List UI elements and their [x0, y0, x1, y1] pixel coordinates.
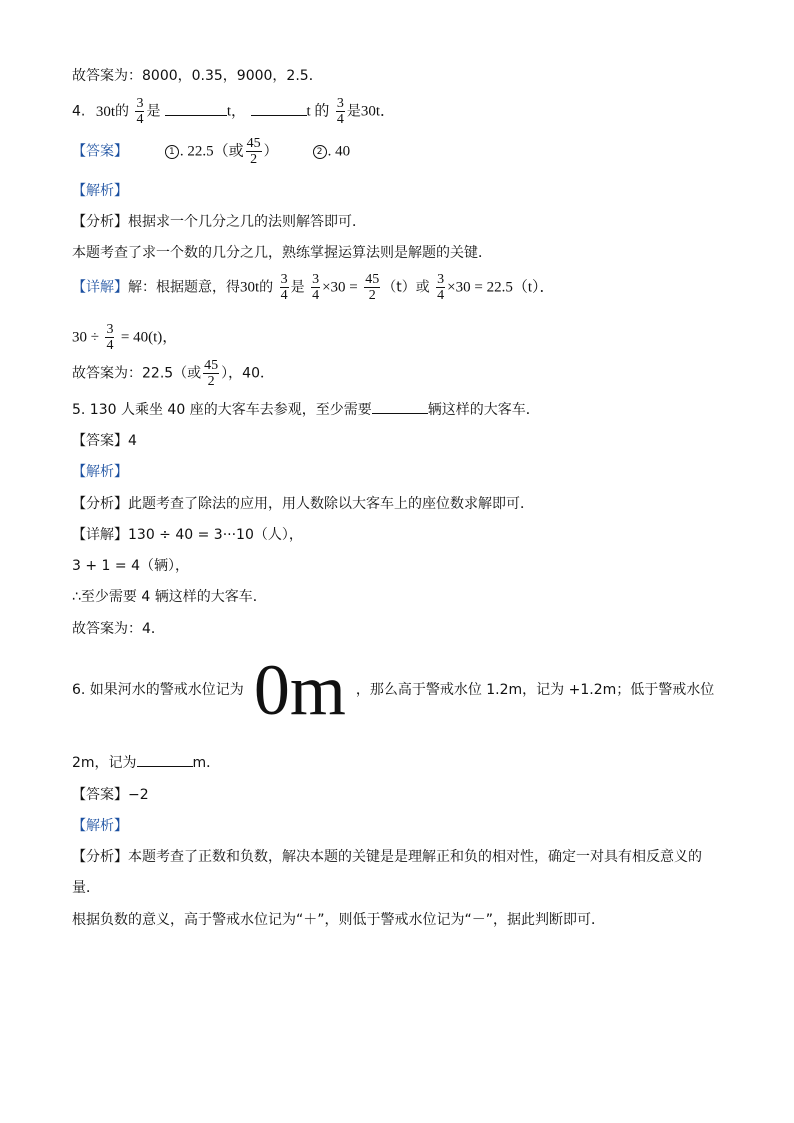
q4-blank-2[interactable] — [251, 103, 307, 116]
q4-detail-line-2: 30 ÷ $\frac{3}{4}$ = 40(t)， — [72, 322, 178, 353]
q5-fenxi: 【分析】此题考查了除法的应用，用人数除以大客车上的座位数求解即可． — [72, 496, 534, 512]
detail-fraction-1: $\frac{3}{4}$ — [280, 272, 288, 303]
q5-blank[interactable] — [372, 401, 428, 414]
answer-tag: 【答案】 — [72, 143, 128, 160]
q6-final: 根据负数的意义，高于警戒水位记为“＋”，则低于警戒水位记为“－”，据此判断即可． — [72, 912, 606, 928]
q4-fraction-2: $\frac{3}{4}$ — [336, 96, 344, 127]
q5-line: 5. 130 人乘坐 40 座的大客车去参观，至少需要 辆这样的大客车． — [72, 402, 540, 418]
detail-fraction-3: $\frac{45}{2}$ — [365, 272, 380, 303]
q6-blank[interactable] — [137, 754, 193, 767]
q6-line-2: 2m，记为 m． — [72, 755, 221, 771]
answer-fraction: $\frac{45}{2}$ — [246, 136, 261, 167]
circled-two-icon: 2 — [313, 145, 327, 159]
q6-fenxi: 【分析】本题考查了正数和负数，解决本题的关键是是理解正和负的相对性，确定一对具有相反意义的 — [72, 849, 702, 865]
q5-detail-2: 3 + 1 = 4（辆）， — [72, 558, 189, 574]
q4-fraction: $\frac{3}{4}$ — [136, 96, 144, 127]
final-fraction: $\frac{45}{2}$ — [204, 358, 219, 389]
q5-analysis-heading: 【解析】 — [72, 464, 128, 480]
q6-answer: 【答案】−2 — [72, 787, 149, 803]
q5-final: 故答案为：4． — [72, 621, 165, 637]
q4-fenxi: 【分析】根据求一个几分之几的法则解答即可． — [72, 214, 366, 230]
q6-fenxi-2: 量． — [72, 880, 100, 896]
q6-analysis-heading: 【解析】 — [72, 818, 128, 834]
q4-detail-line: 【详解】解：根据题意，得30t的 $\frac{3}{4}$ 是 $\frac{3}{4}$ ×30 = $\frac{45}{2}$ （t）或 $\frac{3}{4}$ ×30 = 22.5（t）． — [72, 272, 555, 303]
q6-line: 6. 如果河水的警戒水位记为 0m ，那么高于警戒水位 1.2m，记为 +1.2m；低于警戒水位 — [72, 650, 715, 730]
detail-fraction-2: $\frac{3}{4}$ — [312, 272, 320, 303]
detail-fraction-5: $\frac{3}{4}$ — [106, 322, 114, 353]
q5-answer: 【答案】4 — [72, 433, 137, 449]
q4-final-answer: 故答案为：22.5（或 $\frac{45}{2}$ ），40． — [72, 358, 274, 389]
q3-answer-line: 故答案为：8000，0.35，9000，2.5． — [72, 68, 323, 84]
q4-line: 4. 30t的 $\frac{3}{4}$ 是 t， t 的 $\frac{3}{4}$ 是30t． — [72, 96, 396, 127]
q4-key-point: 本题考查了求一个数的几分之几，熟练掌握运算法则是解题的关键． — [72, 245, 492, 261]
q4-blank-1[interactable] — [165, 103, 227, 116]
big-0m-image: 0m — [253, 650, 346, 730]
q5-detail-3: ∴至少需要 4 辆这样的大客车． — [72, 589, 267, 605]
q4-answer-line: 【答案】 1 . 22.5（或 $\frac{45}{2}$ ） 2 . 40 — [72, 136, 351, 167]
q4-analysis-heading: 【解析】 — [72, 183, 128, 199]
circled-one-icon: 1 — [165, 145, 179, 159]
detail-fraction-4: $\frac{3}{4}$ — [437, 272, 445, 303]
q5-detail: 【详解】130 ÷ 40 = 3···10（人）， — [72, 527, 303, 543]
